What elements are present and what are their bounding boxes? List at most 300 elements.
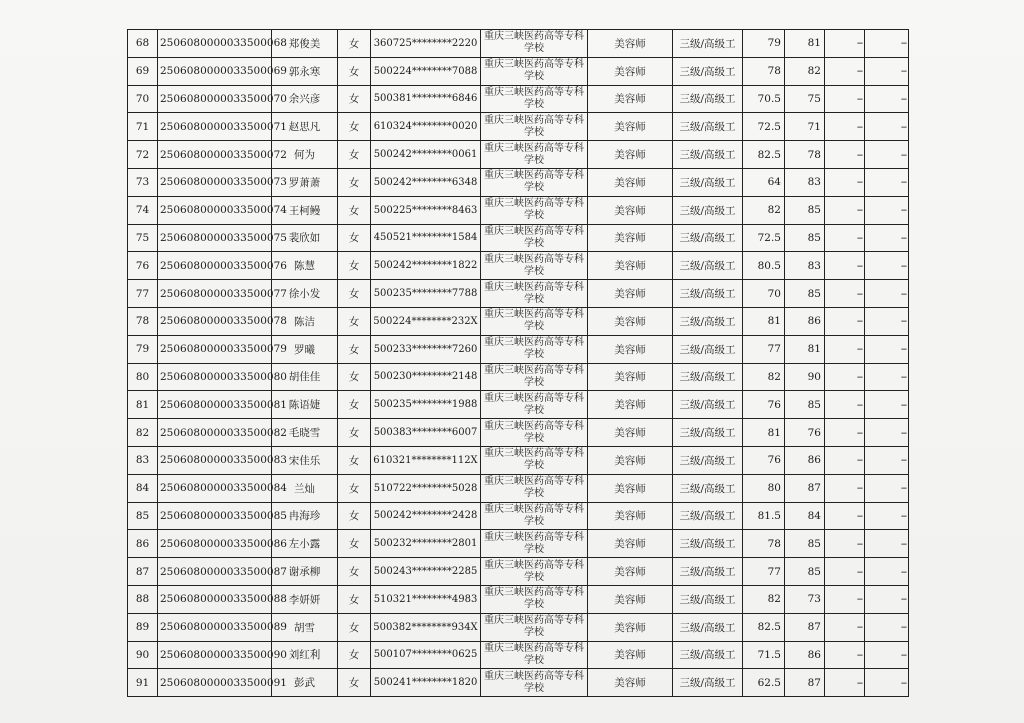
cell-row-number: 76 [128,252,158,280]
cell-extra-1: -- [825,669,865,697]
cell-exam-id: 2506080000033500081 [158,391,272,419]
cell-level: 三级/高级工 [673,419,743,447]
cell-school: 重庆三峡医药高等专科学校 [481,113,588,141]
cell-school: 重庆三峡医药高等专科学校 [481,613,588,641]
cell-level: 三级/高级工 [673,502,743,530]
cell-exam-id: 2506080000033500078 [158,307,272,335]
cell-gender: 女 [338,57,371,85]
cell-extra-2: -- [865,280,909,308]
cell-level: 三级/高级工 [673,252,743,280]
cell-id-number: 360725********2220 [371,30,481,58]
table-row [128,224,909,252]
cell-gender: 女 [338,335,371,363]
cell-occupation: 美容师 [588,280,673,308]
cell-extra-1: -- [825,224,865,252]
table-row [128,446,909,474]
cell-extra-1: -- [825,474,865,502]
cell-occupation: 美容师 [588,363,673,391]
cell-extra-2: -- [865,307,909,335]
cell-theory-score: 78 [743,530,785,558]
cell-name: 裴欣如 [272,224,338,252]
cell-extra-2: -- [865,168,909,196]
cell-extra-1: -- [825,613,865,641]
cell-occupation: 美容师 [588,30,673,58]
cell-extra-2: -- [865,558,909,586]
cell-level: 三级/高级工 [673,196,743,224]
cell-extra-1: -- [825,446,865,474]
cell-school: 重庆三峡医药高等专科学校 [481,419,588,447]
cell-extra-1: -- [825,30,865,58]
cell-row-number: 87 [128,558,158,586]
cell-id-number: 500233********7260 [371,335,481,363]
cell-extra-2: -- [865,391,909,419]
cell-skill-score: 78 [785,141,825,169]
cell-occupation: 美容师 [588,502,673,530]
cell-extra-2: -- [865,85,909,113]
cell-skill-score: 73 [785,585,825,613]
cell-extra-1: -- [825,335,865,363]
cell-gender: 女 [338,446,371,474]
cell-skill-score: 81 [785,30,825,58]
cell-row-number: 73 [128,168,158,196]
table-row [128,30,909,58]
table-row [128,335,909,363]
cell-theory-score: 82 [743,585,785,613]
cell-id-number: 500235********7788 [371,280,481,308]
cell-school: 重庆三峡医药高等专科学校 [481,641,588,669]
cell-theory-score: 82.5 [743,141,785,169]
cell-extra-2: -- [865,141,909,169]
cell-school: 重庆三峡医药高等专科学校 [481,558,588,586]
cell-school: 重庆三峡医药高等专科学校 [481,530,588,558]
cell-exam-id: 2506080000033500071 [158,113,272,141]
cell-id-number: 500242********2428 [371,502,481,530]
table-row [128,168,909,196]
cell-row-number: 70 [128,85,158,113]
cell-level: 三级/高级工 [673,168,743,196]
cell-extra-2: -- [865,252,909,280]
cell-extra-1: -- [825,585,865,613]
cell-gender: 女 [338,641,371,669]
cell-id-number: 500242********6348 [371,168,481,196]
cell-theory-score: 76 [743,391,785,419]
cell-exam-id: 2506080000033500069 [158,57,272,85]
cell-id-number: 500382********934X [371,613,481,641]
cell-extra-2: -- [865,196,909,224]
cell-school: 重庆三峡医药高等专科学校 [481,280,588,308]
cell-gender: 女 [338,196,371,224]
cell-theory-score: 77 [743,558,785,586]
cell-gender: 女 [338,280,371,308]
cell-level: 三级/高级工 [673,307,743,335]
cell-name: 胡佳佳 [272,363,338,391]
cell-skill-score: 87 [785,474,825,502]
cell-row-number: 86 [128,530,158,558]
table-row [128,141,909,169]
cell-school: 重庆三峡医药高等专科学校 [481,502,588,530]
cell-school: 重庆三峡医药高等专科学校 [481,446,588,474]
cell-exam-id: 2506080000033500077 [158,280,272,308]
cell-id-number: 500383********6007 [371,419,481,447]
cell-exam-id: 2506080000033500072 [158,141,272,169]
cell-occupation: 美容师 [588,669,673,697]
cell-row-number: 69 [128,57,158,85]
cell-row-number: 68 [128,30,158,58]
table-row [128,363,909,391]
cell-school: 重庆三峡医药高等专科学校 [481,391,588,419]
table-row [128,530,909,558]
cell-level: 三级/高级工 [673,141,743,169]
cell-name: 何为 [272,141,338,169]
cell-skill-score: 81 [785,335,825,363]
cell-extra-1: -- [825,113,865,141]
table-row [128,113,909,141]
cell-theory-score: 72.5 [743,113,785,141]
cell-skill-score: 83 [785,168,825,196]
cell-extra-2: -- [865,502,909,530]
table-row [128,57,909,85]
cell-occupation: 美容师 [588,641,673,669]
cell-row-number: 89 [128,613,158,641]
cell-occupation: 美容师 [588,224,673,252]
cell-row-number: 84 [128,474,158,502]
cell-school: 重庆三峡医药高等专科学校 [481,585,588,613]
cell-id-number: 500107********0625 [371,641,481,669]
cell-theory-score: 70 [743,280,785,308]
cell-gender: 女 [338,168,371,196]
cell-occupation: 美容师 [588,307,673,335]
cell-extra-1: -- [825,141,865,169]
cell-name: 陈洁 [272,307,338,335]
cell-theory-score: 81 [743,419,785,447]
cell-school: 重庆三峡医药高等专科学校 [481,57,588,85]
cell-id-number: 450521********1584 [371,224,481,252]
cell-row-number: 71 [128,113,158,141]
cell-id-number: 500224********232X [371,307,481,335]
cell-id-number: 500225********8463 [371,196,481,224]
table-row [128,641,909,669]
cell-theory-score: 70.5 [743,85,785,113]
cell-id-number: 610324********0020 [371,113,481,141]
cell-level: 三级/高级工 [673,280,743,308]
cell-name: 谢承柳 [272,558,338,586]
cell-school: 重庆三峡医药高等专科学校 [481,168,588,196]
cell-id-number: 500224********7088 [371,57,481,85]
cell-extra-2: -- [865,585,909,613]
cell-occupation: 美容师 [588,585,673,613]
cell-occupation: 美容师 [588,113,673,141]
cell-exam-id: 2506080000033500068 [158,30,272,58]
cell-occupation: 美容师 [588,252,673,280]
cell-extra-2: -- [865,641,909,669]
cell-skill-score: 85 [785,280,825,308]
cell-exam-id: 2506080000033500083 [158,446,272,474]
cell-extra-1: -- [825,530,865,558]
table-row [128,85,909,113]
cell-extra-2: -- [865,335,909,363]
cell-level: 三级/高级工 [673,585,743,613]
cell-id-number: 500381********6846 [371,85,481,113]
cell-skill-score: 85 [785,530,825,558]
cell-occupation: 美容师 [588,530,673,558]
cell-id-number: 500242********0061 [371,141,481,169]
cell-theory-score: 78 [743,57,785,85]
cell-exam-id: 2506080000033500080 [158,363,272,391]
cell-level: 三级/高级工 [673,641,743,669]
cell-extra-2: -- [865,30,909,58]
cell-exam-id: 2506080000033500082 [158,419,272,447]
cell-skill-score: 75 [785,85,825,113]
cell-level: 三级/高级工 [673,363,743,391]
cell-id-number: 500241********1820 [371,669,481,697]
cell-name: 左小露 [272,530,338,558]
cell-row-number: 88 [128,585,158,613]
table-row [128,585,909,613]
cell-name: 胡雪 [272,613,338,641]
cell-occupation: 美容师 [588,335,673,363]
cell-exam-id: 2506080000033500087 [158,558,272,586]
cell-skill-score: 84 [785,502,825,530]
cell-level: 三级/高级工 [673,613,743,641]
cell-row-number: 72 [128,141,158,169]
cell-gender: 女 [338,363,371,391]
cell-level: 三级/高级工 [673,85,743,113]
cell-row-number: 75 [128,224,158,252]
table-row [128,419,909,447]
table-row [128,280,909,308]
cell-occupation: 美容师 [588,446,673,474]
cell-occupation: 美容师 [588,168,673,196]
cell-school: 重庆三峡医药高等专科学校 [481,307,588,335]
cell-level: 三级/高级工 [673,530,743,558]
table-row [128,502,909,530]
cell-theory-score: 62.5 [743,669,785,697]
cell-extra-1: -- [825,558,865,586]
cell-school: 重庆三峡医药高等专科学校 [481,85,588,113]
cell-exam-id: 2506080000033500084 [158,474,272,502]
cell-name: 毛晓雪 [272,419,338,447]
cell-exam-id: 2506080000033500076 [158,252,272,280]
cell-occupation: 美容师 [588,474,673,502]
cell-skill-score: 71 [785,113,825,141]
cell-level: 三级/高级工 [673,113,743,141]
cell-row-number: 83 [128,446,158,474]
cell-gender: 女 [338,391,371,419]
cell-level: 三级/高级工 [673,30,743,58]
cell-occupation: 美容师 [588,613,673,641]
cell-skill-score: 76 [785,419,825,447]
cell-extra-2: -- [865,363,909,391]
cell-exam-id: 2506080000033500070 [158,85,272,113]
cell-exam-id: 2506080000033500085 [158,502,272,530]
cell-gender: 女 [338,252,371,280]
cell-exam-id: 2506080000033500090 [158,641,272,669]
cell-name: 李妍妍 [272,585,338,613]
cell-school: 重庆三峡医药高等专科学校 [481,141,588,169]
cell-row-number: 82 [128,419,158,447]
table-row [128,391,909,419]
cell-gender: 女 [338,85,371,113]
cell-extra-1: -- [825,502,865,530]
cell-id-number: 500242********1822 [371,252,481,280]
cell-row-number: 80 [128,363,158,391]
cell-extra-1: -- [825,280,865,308]
cell-extra-1: -- [825,641,865,669]
cell-row-number: 77 [128,280,158,308]
cell-level: 三级/高级工 [673,669,743,697]
cell-occupation: 美容师 [588,391,673,419]
cell-occupation: 美容师 [588,196,673,224]
cell-skill-score: 85 [785,391,825,419]
cell-extra-1: -- [825,307,865,335]
cell-name: 罗萧萧 [272,168,338,196]
cell-row-number: 74 [128,196,158,224]
cell-occupation: 美容师 [588,57,673,85]
cell-gender: 女 [338,419,371,447]
cell-occupation: 美容师 [588,558,673,586]
cell-name: 郑俊美 [272,30,338,58]
cell-name: 罗曦 [272,335,338,363]
cell-extra-2: -- [865,446,909,474]
cell-theory-score: 82 [743,363,785,391]
cell-school: 重庆三峡医药高等专科学校 [481,335,588,363]
cell-row-number: 81 [128,391,158,419]
cell-occupation: 美容师 [588,141,673,169]
cell-school: 重庆三峡医药高等专科学校 [481,669,588,697]
cell-gender: 女 [338,530,371,558]
cell-row-number: 91 [128,669,158,697]
cell-gender: 女 [338,30,371,58]
cell-gender: 女 [338,669,371,697]
cell-gender: 女 [338,307,371,335]
cell-theory-score: 77 [743,335,785,363]
cell-school: 重庆三峡医药高等专科学校 [481,474,588,502]
cell-gender: 女 [338,613,371,641]
cell-theory-score: 64 [743,168,785,196]
cell-theory-score: 81 [743,307,785,335]
cell-gender: 女 [338,141,371,169]
cell-name: 陈慧 [272,252,338,280]
cell-skill-score: 86 [785,641,825,669]
cell-extra-1: -- [825,391,865,419]
cell-theory-score: 82.5 [743,613,785,641]
cell-id-number: 510321********4983 [371,585,481,613]
results-table [127,29,909,697]
cell-name: 郭永寒 [272,57,338,85]
cell-level: 三级/高级工 [673,446,743,474]
cell-id-number: 510722********5028 [371,474,481,502]
cell-extra-1: -- [825,363,865,391]
cell-skill-score: 86 [785,307,825,335]
table-row [128,307,909,335]
cell-school: 重庆三峡医药高等专科学校 [481,224,588,252]
cell-extra-1: -- [825,196,865,224]
cell-gender: 女 [338,224,371,252]
cell-level: 三级/高级工 [673,474,743,502]
cell-theory-score: 72.5 [743,224,785,252]
cell-name: 冉海珍 [272,502,338,530]
cell-exam-id: 2506080000033500091 [158,669,272,697]
cell-skill-score: 85 [785,224,825,252]
cell-name: 宋佳乐 [272,446,338,474]
cell-theory-score: 71.5 [743,641,785,669]
cell-skill-score: 83 [785,252,825,280]
cell-extra-2: -- [865,474,909,502]
cell-level: 三级/高级工 [673,57,743,85]
cell-theory-score: 76 [743,446,785,474]
table-row [128,252,909,280]
cell-skill-score: 87 [785,613,825,641]
cell-extra-2: -- [865,419,909,447]
table-row [128,613,909,641]
table-row [128,196,909,224]
cell-skill-score: 86 [785,446,825,474]
cell-theory-score: 80.5 [743,252,785,280]
cell-name: 赵思凡 [272,113,338,141]
cell-gender: 女 [338,585,371,613]
cell-exam-id: 2506080000033500079 [158,335,272,363]
cell-gender: 女 [338,113,371,141]
cell-name: 王柯鳗 [272,196,338,224]
cell-exam-id: 2506080000033500089 [158,613,272,641]
cell-row-number: 90 [128,641,158,669]
cell-id-number: 500230********2148 [371,363,481,391]
table-row [128,669,909,697]
cell-exam-id: 2506080000033500075 [158,224,272,252]
table-row [128,474,909,502]
cell-theory-score: 81.5 [743,502,785,530]
cell-name: 彭武 [272,669,338,697]
cell-name: 陈语婕 [272,391,338,419]
cell-name: 兰灿 [272,474,338,502]
table-row [128,558,909,586]
cell-level: 三级/高级工 [673,224,743,252]
cell-exam-id: 2506080000033500088 [158,585,272,613]
cell-level: 三级/高级工 [673,335,743,363]
table-body [128,30,909,697]
cell-extra-1: -- [825,168,865,196]
cell-level: 三级/高级工 [673,558,743,586]
cell-level: 三级/高级工 [673,391,743,419]
cell-theory-score: 80 [743,474,785,502]
cell-extra-2: -- [865,224,909,252]
cell-skill-score: 87 [785,669,825,697]
cell-exam-id: 2506080000033500086 [158,530,272,558]
cell-id-number: 500243********2285 [371,558,481,586]
cell-extra-2: -- [865,613,909,641]
cell-school: 重庆三峡医药高等专科学校 [481,363,588,391]
cell-school: 重庆三峡医药高等专科学校 [481,196,588,224]
cell-extra-1: -- [825,419,865,447]
cell-row-number: 85 [128,502,158,530]
cell-name: 余兴彦 [272,85,338,113]
cell-gender: 女 [338,474,371,502]
cell-row-number: 79 [128,335,158,363]
cell-extra-1: -- [825,57,865,85]
cell-name: 刘红利 [272,641,338,669]
cell-skill-score: 85 [785,196,825,224]
cell-extra-2: -- [865,57,909,85]
cell-occupation: 美容师 [588,419,673,447]
cell-extra-2: -- [865,669,909,697]
cell-extra-2: -- [865,530,909,558]
cell-extra-1: -- [825,252,865,280]
cell-skill-score: 85 [785,558,825,586]
cell-school: 重庆三峡医药高等专科学校 [481,252,588,280]
cell-occupation: 美容师 [588,85,673,113]
cell-row-number: 78 [128,307,158,335]
cell-gender: 女 [338,502,371,530]
